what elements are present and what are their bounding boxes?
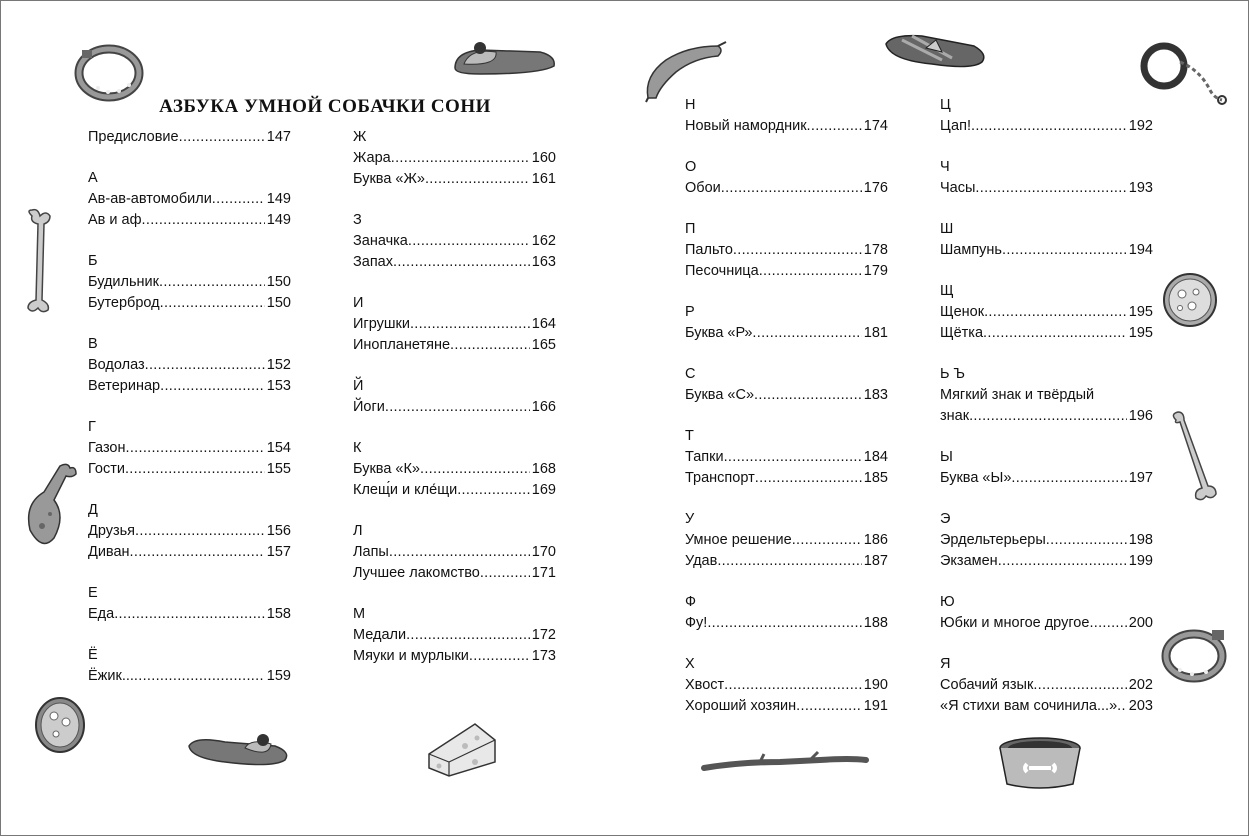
toc-group: [353, 376, 556, 418]
toc-group: [940, 364, 1153, 427]
dot-leader: [142, 210, 265, 231]
toc-entry: [685, 447, 888, 468]
toc-entry: [353, 480, 556, 501]
toc-page-number: 153: [266, 378, 291, 394]
toc-page-number: 168: [531, 461, 556, 477]
dot-leader: [724, 675, 862, 696]
toc-entry-title: Ав и аф: [88, 212, 142, 228]
dot-leader: [126, 438, 265, 459]
toc-page-number: 181: [863, 325, 888, 341]
toc-page-number: 187: [863, 553, 888, 569]
toc-page-number: 191: [863, 698, 888, 714]
toc-page-number: 198: [1128, 532, 1153, 548]
toc-group: [685, 302, 888, 344]
dot-leader: [145, 355, 265, 376]
toc-entry-title: Часы: [940, 180, 976, 196]
toc-entry-title: Водолаз: [88, 357, 145, 373]
toc-entry-title: Щенок: [940, 304, 985, 320]
toc-letter-heading: Г: [88, 419, 96, 435]
toc-page-number: 156: [266, 523, 291, 539]
toc-entry-title: Пальто: [685, 242, 733, 258]
toc-entry-title: Транспорт: [685, 470, 755, 486]
toc-letter-heading: Х: [685, 656, 695, 672]
toc-entry-title: Инопланетяне: [353, 337, 451, 353]
toc-group: [685, 426, 888, 489]
toc-entry-title: Собачий язык: [940, 677, 1034, 693]
toc-entry: [88, 666, 291, 687]
toc-entry-title: знак: [940, 408, 970, 424]
collar-icon: [1160, 626, 1230, 686]
dot-leader: [160, 376, 265, 397]
toc-entry: [940, 696, 1153, 717]
toc-page-number: 176: [863, 180, 888, 196]
toc-page-number: 185: [863, 470, 888, 486]
drumstick-icon: [20, 460, 80, 554]
toc-page-number: 164: [531, 316, 556, 332]
dot-leader: [135, 521, 265, 542]
dot-leader: [707, 613, 861, 634]
toc-entry-title: Еда: [88, 606, 115, 622]
toc-entry: [940, 116, 1153, 137]
toc-letter-heading: Ш: [940, 221, 954, 237]
toc-entry-title: Ветеринар: [88, 378, 161, 394]
toc-page-number: 150: [266, 274, 291, 290]
toc-page-number: 170: [531, 544, 556, 560]
toc-page-number: 186: [863, 532, 888, 548]
toc-entry-title: Тапки: [685, 449, 724, 465]
cheese-wedge-icon: [425, 718, 499, 780]
toc-entry: [88, 376, 291, 397]
toc-page-number: 169: [531, 482, 556, 498]
bone-icon: [1166, 410, 1226, 502]
toc-page-number: 179: [863, 263, 888, 279]
toc-page-number: 178: [863, 242, 888, 258]
toc-entry-title: Новый намордник: [685, 118, 807, 134]
toc-entry: [353, 646, 556, 667]
toc-entry: [88, 189, 291, 210]
toc-group: [88, 645, 291, 687]
toc-page-number: 159: [266, 668, 291, 684]
toc-letter-heading: Ф: [685, 594, 697, 610]
dot-leader: [1117, 696, 1127, 717]
collar-icon: [74, 42, 144, 104]
toc-entry: [685, 116, 888, 137]
toc-entry-title: Йоги: [353, 399, 385, 415]
dot-leader: [391, 148, 530, 169]
dot-leader: [408, 231, 530, 252]
toc-group: [88, 168, 291, 231]
dot-leader: [179, 127, 265, 148]
toc-entry-title: Лапы: [353, 544, 389, 560]
toc-entry: [940, 178, 1153, 199]
dot-leader: [754, 385, 862, 406]
toc-page-number: 194: [1128, 242, 1153, 258]
toc-group: [685, 364, 888, 406]
toc-entry-title: Песочница: [685, 263, 759, 279]
dog-bowl-icon: [995, 734, 1085, 790]
toc-group: [88, 417, 291, 480]
toc-column-1: [88, 127, 291, 687]
toc-page-number: 195: [1128, 325, 1153, 341]
toc-letter-heading: Ж: [353, 129, 367, 145]
toc-letter-heading: П: [685, 221, 696, 237]
toc-entry-title: Ёжик...: [88, 668, 134, 684]
toc-entry-title: Экзамен: [940, 553, 998, 569]
toc-entry: [88, 521, 291, 542]
toc-group: [940, 95, 1153, 137]
dot-leader: [160, 293, 265, 314]
dot-leader: [984, 302, 1127, 323]
toc-entry: [353, 542, 556, 563]
toc-letter-heading: М: [353, 606, 366, 622]
toc-letter-heading: Я: [940, 656, 951, 672]
toc-group: [685, 157, 888, 199]
toc-letter-heading: Й: [353, 378, 364, 394]
toc-letter-heading: Ц: [940, 97, 951, 113]
toc-group: [940, 447, 1153, 489]
toc-entry-title: Щётка: [940, 325, 984, 341]
toc-entry: [353, 252, 556, 273]
toc-letter-heading: Ь Ъ: [940, 366, 966, 382]
dot-leader: [796, 696, 862, 717]
toc-group: [940, 592, 1153, 634]
toc-entry: [685, 613, 888, 634]
toc-group: [940, 281, 1153, 344]
toc-entry-title: Гости: [88, 461, 125, 477]
dot-leader: [752, 323, 861, 344]
toc-entry-title: Бутерброд: [88, 295, 160, 311]
toc-entry: [940, 406, 1153, 427]
toc-entry-title: Буква «Ж»: [353, 171, 425, 187]
toc-letter-heading: О: [685, 159, 697, 175]
toc-group: [353, 521, 556, 584]
toc-entry-title: Запах: [353, 254, 393, 270]
toc-page-number: 158: [266, 606, 291, 622]
toc-entry: [940, 675, 1153, 696]
toc-entry-title: Хвост: [685, 677, 725, 693]
cheese-slice-icon: [30, 694, 90, 756]
toc-entry: [685, 178, 888, 199]
toc-page-number: 174: [863, 118, 888, 134]
toc-page-number: 196: [1128, 408, 1153, 424]
toc-entry-title: Ав-ав-автомобили: [88, 191, 212, 207]
toc-entry-title: Буква «Р»: [685, 325, 753, 341]
toc-entry-title: Заначка: [353, 233, 408, 249]
dot-leader: [975, 178, 1126, 199]
dot-leader: [807, 116, 862, 137]
dot-leader: [125, 459, 265, 480]
toc-entry-title: Медали: [353, 627, 407, 643]
toc-page-number: 195: [1128, 304, 1153, 320]
toc-entry-title: Фу!: [685, 615, 708, 631]
toc-entry-title: Юбки и многое другое: [940, 615, 1090, 631]
toc-entry: [685, 530, 888, 551]
toc-column-4: [940, 95, 1153, 717]
toc-group: [940, 509, 1153, 572]
toc-letter-heading: Ё: [88, 647, 98, 663]
toc-page-number: 193: [1128, 180, 1153, 196]
toc-page-number: 192: [1128, 118, 1153, 134]
toc-entry-title: Жара: [353, 150, 391, 166]
dot-leader: [393, 252, 530, 273]
toc-group: [685, 219, 888, 282]
toc-entry: [353, 459, 556, 480]
toc-entry-title: Друзья: [88, 523, 136, 539]
dot-leader: [130, 542, 265, 563]
dot-leader: [425, 169, 530, 190]
toc-entry-title: Мяуки и мурлыки: [353, 648, 469, 664]
toc-page-number: 160: [531, 150, 556, 166]
toc-entry: [353, 169, 556, 190]
toc-entry: [685, 696, 888, 717]
dot-leader: [469, 646, 530, 667]
toc-entry: [88, 438, 291, 459]
dot-leader: [450, 335, 530, 356]
toc-page-number: 166: [531, 399, 556, 415]
toc-entry: [940, 530, 1153, 551]
toc-entry-title: Удав: [685, 553, 718, 569]
toc-column-3: [685, 95, 888, 717]
stick-icon: [700, 748, 870, 776]
toc-letter-heading: Н: [685, 97, 696, 113]
dot-leader: [969, 406, 1127, 427]
dot-leader: [1033, 675, 1126, 696]
slipper-icon: [882, 30, 990, 72]
toc-page-number: 202: [1128, 677, 1153, 693]
toc-page-number: 163: [531, 254, 556, 270]
dot-leader: [1011, 468, 1126, 489]
toc-letter-heading: У: [685, 511, 695, 527]
toc-entry: [685, 675, 888, 696]
toc-entry: [88, 604, 291, 625]
toc-letter-heading: Ю: [940, 594, 955, 610]
toc-letter-heading: К: [353, 440, 362, 456]
toc-letter-heading: Е: [88, 585, 98, 601]
toc-letter-heading: Ы: [940, 449, 953, 465]
leash-collar-icon: [1140, 40, 1228, 106]
toc-page-number: 161: [531, 171, 556, 187]
toc-entry: [940, 468, 1153, 489]
toc-entry: [940, 240, 1153, 261]
toc-entry: [88, 293, 291, 314]
dot-leader: [1046, 530, 1127, 551]
toc-entry: [353, 148, 556, 169]
toc-letter-heading: З: [353, 212, 362, 228]
toc-entry: [353, 563, 556, 584]
toc-entry-title: Буква «К»: [353, 461, 420, 477]
dot-leader: [759, 261, 862, 282]
toc-entry-title: Будильник: [88, 274, 159, 290]
dot-leader: [406, 625, 530, 646]
cheese-slice-icon: [1160, 270, 1220, 330]
toc-entry-title: Эрдельтерьеры: [940, 532, 1046, 548]
toc-entry-title: Лучшее лакомство: [353, 565, 480, 581]
toc-entry: [940, 613, 1153, 634]
toc-entry: [353, 335, 556, 356]
dot-leader: [998, 551, 1127, 572]
toc-letter-heading: И: [353, 295, 364, 311]
toc-entry-title: Диван: [88, 544, 130, 560]
toc-letter-heading: Р: [685, 304, 695, 320]
toc-page-number: 152: [266, 357, 291, 373]
toc-group: [88, 251, 291, 314]
dot-leader: [385, 397, 530, 418]
toc-entry-title: Буква «Ы»: [940, 470, 1012, 486]
dot-leader: [1002, 240, 1127, 261]
dot-leader: [159, 272, 265, 293]
toc-group: [88, 583, 291, 625]
toc-page-number: 165: [531, 337, 556, 353]
toc-group: [940, 654, 1153, 717]
toc-page-number: 150: [266, 295, 291, 311]
toc-letter-heading: С: [685, 366, 696, 382]
page-title: АЗБУКА УМНОЙ СОБАЧКИ СОНИ: [159, 96, 491, 117]
toc-page-number: 172: [531, 627, 556, 643]
toc-entry: [685, 323, 888, 344]
dot-leader: [114, 604, 265, 625]
slipper-icon: [450, 38, 560, 78]
toc-group: [685, 592, 888, 634]
toc-entry-title: Цап!: [940, 118, 971, 134]
toc-page-number: 197: [1128, 470, 1153, 486]
toc-group: [353, 210, 556, 273]
toc-entry: [353, 314, 556, 335]
toc-page-number: 173: [531, 648, 556, 664]
dot-leader: [134, 666, 265, 687]
toc-letter-heading: Ч: [940, 159, 950, 175]
dot-leader: [1089, 613, 1126, 634]
toc-group: [940, 157, 1153, 199]
toc-entry-title: Хороший хозяин: [685, 698, 797, 714]
toc-entry: [940, 323, 1153, 344]
toc-entry: [88, 127, 291, 148]
toc-page-number: 199: [1128, 553, 1153, 569]
toc-entry: [88, 542, 291, 563]
dot-leader: [212, 189, 265, 210]
toc-letter-heading: В: [88, 336, 98, 352]
toc-page-number: 200: [1128, 615, 1153, 631]
dot-leader: [755, 468, 862, 489]
toc-entry-title: Умное решение: [685, 532, 792, 548]
toc-page-number: 149: [266, 212, 291, 228]
toc-entry: [353, 397, 556, 418]
toc-entry: [685, 261, 888, 282]
toc-entry-title: Шампунь: [940, 242, 1002, 258]
toc-page-number: 171: [531, 565, 556, 581]
toc-group: [685, 509, 888, 572]
toc-column-2: [353, 127, 556, 667]
dot-leader: [971, 116, 1127, 137]
toc-page-number: 188: [863, 615, 888, 631]
toc-page-number: 155: [266, 461, 291, 477]
toc-page-number: 203: [1128, 698, 1153, 714]
toc-entry-title: Мягкий знак и твёрдый: [940, 387, 1095, 403]
toc-letter-heading: Т: [685, 428, 694, 444]
toc-page-number: 147: [266, 129, 291, 145]
dot-leader: [480, 563, 530, 584]
toc-entry: [685, 385, 888, 406]
dot-leader: [410, 314, 530, 335]
toc-entry: [88, 459, 291, 480]
toc-letter-heading: Д: [88, 502, 98, 518]
toc-letter-heading: А: [88, 170, 98, 186]
toc-entry: [88, 210, 291, 231]
toc-group: [353, 127, 556, 190]
toc-group: [353, 604, 556, 667]
toc-letter-heading: Б: [88, 253, 98, 269]
toc-entry: [685, 551, 888, 572]
dot-leader: [721, 178, 862, 199]
toc-entry: [88, 355, 291, 376]
toc-entry: [940, 302, 1153, 323]
toc-entry-title: Газон: [88, 440, 126, 456]
toc-page-number: 184: [863, 449, 888, 465]
dot-leader: [457, 480, 530, 501]
toc-entry: [353, 231, 556, 252]
toc-group: [940, 219, 1153, 261]
toc-group: [88, 127, 291, 148]
toc-entry-title: Игрушки: [353, 316, 410, 332]
toc-group: [88, 500, 291, 563]
slipper-icon: [185, 730, 293, 770]
toc-page-number: 149: [266, 191, 291, 207]
dot-leader: [983, 323, 1127, 344]
toc-entry-title: Буква «С»: [685, 387, 755, 403]
toc-letter-heading: Щ: [940, 283, 954, 299]
bone-icon: [20, 208, 60, 316]
toc-group: [353, 293, 556, 356]
dot-leader: [792, 530, 862, 551]
toc-letter-heading: Л: [353, 523, 363, 539]
dot-leader: [389, 542, 530, 563]
toc-page-number: 154: [266, 440, 291, 456]
toc-entry: [685, 468, 888, 489]
dot-leader: [733, 240, 862, 261]
dot-leader: [724, 447, 862, 468]
toc-group: [685, 654, 888, 717]
toc-letter-heading: Э: [940, 511, 951, 527]
toc-entry: [940, 551, 1153, 572]
toc-entry-title: «Я стихи вам сочинила...»: [940, 698, 1118, 714]
dot-leader: [717, 551, 861, 572]
toc-page-number: 162: [531, 233, 556, 249]
toc-group: [353, 438, 556, 501]
toc-entry: [353, 625, 556, 646]
toc-page-number: 183: [863, 387, 888, 403]
sausage-icon: [640, 38, 730, 104]
toc-page-number: 157: [266, 544, 291, 560]
toc-entry: [685, 240, 888, 261]
toc-entry-title: Клещ́и и кле́щи: [353, 482, 458, 498]
toc-entry-title: Предисловие: [88, 129, 179, 145]
toc-entry: [88, 272, 291, 293]
toc-entry-title: Обои: [685, 180, 721, 196]
dot-leader: [420, 459, 530, 480]
toc-group: [88, 334, 291, 397]
toc-page-number: 190: [863, 677, 888, 693]
